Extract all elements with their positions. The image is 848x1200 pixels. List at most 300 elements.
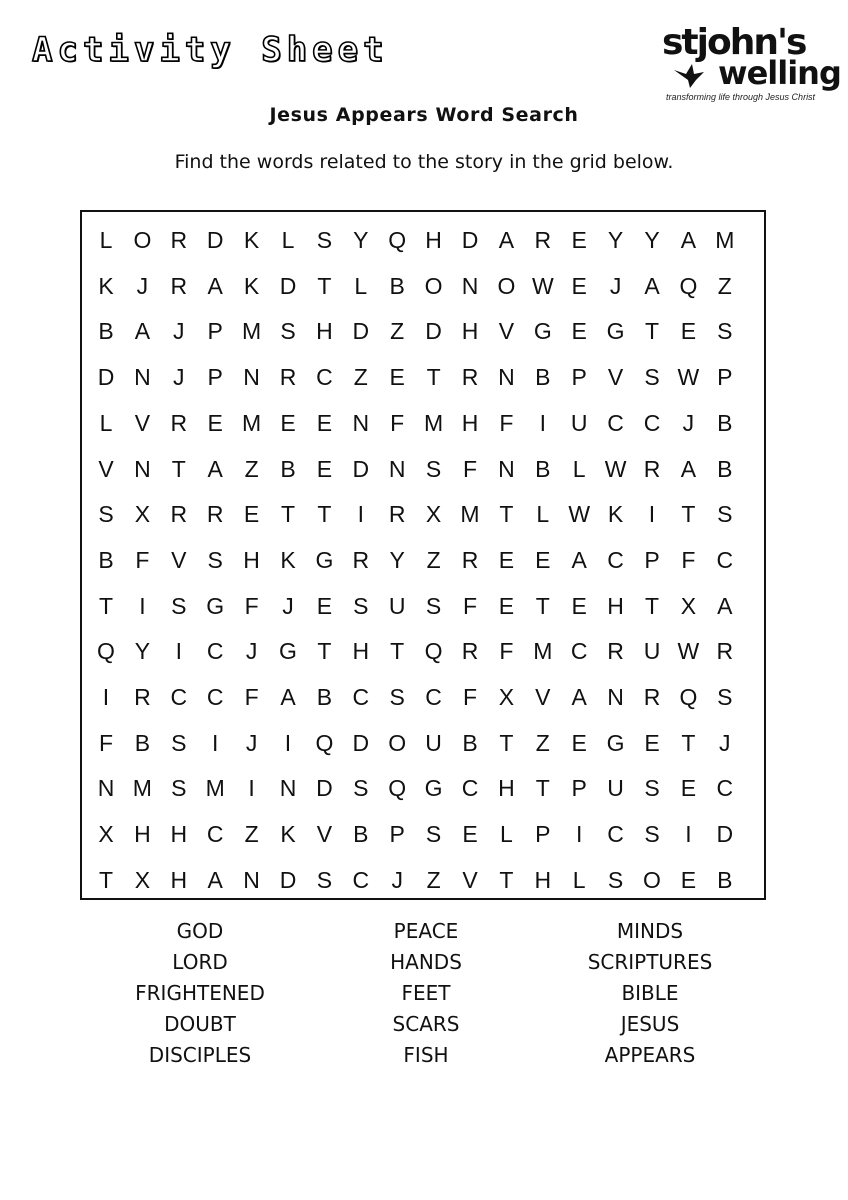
grid-letter: B <box>280 455 296 482</box>
grid-letter: U <box>425 729 442 756</box>
grid-letter: S <box>280 318 296 345</box>
grid-row <box>82 491 764 537</box>
grid-letter: Z <box>390 318 405 345</box>
grid-letter: L <box>99 409 113 436</box>
grid-letter: N <box>243 364 260 391</box>
grid-row <box>82 811 764 857</box>
grid-letter: B <box>535 364 551 391</box>
grid-letter: X <box>134 501 151 528</box>
grid-letter: Z <box>426 546 441 573</box>
grid-letter: Z <box>353 364 368 391</box>
grid-letter: S <box>171 775 187 802</box>
grid-letter: P <box>644 546 660 573</box>
grid-letter: A <box>498 227 515 253</box>
grid-letter: E <box>389 364 405 391</box>
grid-letter: B <box>717 409 733 436</box>
grid-letter: L <box>572 455 586 482</box>
grid-letter: B <box>98 546 114 573</box>
grid-letter: C <box>352 866 370 893</box>
grid-letter: N <box>461 272 479 299</box>
grid-letter: T <box>535 775 550 802</box>
grid-letter: N <box>352 409 370 436</box>
logo-tagline: transforming life through Jesus Christ <box>666 92 816 102</box>
grid-letter: R <box>643 455 661 482</box>
grid-letter: Y <box>644 227 660 253</box>
grid-letter: P <box>717 364 733 391</box>
grid-letter: B <box>389 272 405 299</box>
word-list-item: DISCIPLES <box>148 1043 252 1067</box>
grid-letter: Z <box>426 866 441 893</box>
word-list-item: SCRIPTURES <box>587 950 713 974</box>
grid-row <box>82 400 764 446</box>
word-list-item: HANDS <box>390 950 462 974</box>
grid-letter: Z <box>244 455 259 482</box>
word-list-column-2 <box>306 916 546 1071</box>
grid-letter: C <box>206 684 224 710</box>
grid-letter: H <box>534 866 552 893</box>
grid-letter: R <box>170 227 188 253</box>
grid-letter: S <box>644 775 660 802</box>
grid-letter: Q <box>315 729 334 756</box>
grid-letter: R <box>279 364 297 391</box>
grid-letter: Y <box>607 227 624 253</box>
grid-letter: T <box>390 638 405 665</box>
grid-letter: A <box>207 866 223 893</box>
grid-letter: S <box>607 866 624 893</box>
grid-letter: G <box>533 318 552 345</box>
grid-letter: M <box>242 409 262 436</box>
grid-letter: E <box>316 409 333 436</box>
grid-letter: D <box>279 272 297 299</box>
grid-letter: T <box>280 501 296 528</box>
grid-letter: L <box>99 227 113 253</box>
grid-letter: B <box>316 684 333 710</box>
grid-letter: S <box>717 318 733 345</box>
grid-letter: E <box>207 409 223 436</box>
grid-letter: L <box>572 866 586 893</box>
grid-letter: X <box>680 592 697 619</box>
grid-letter: Q <box>679 684 698 710</box>
grid-letter: U <box>570 409 588 436</box>
grid-letter: T <box>535 592 550 619</box>
grid-letter: B <box>98 318 114 345</box>
grid-letter: F <box>244 592 259 619</box>
grid-letter: R <box>461 546 479 573</box>
word-list-item: FISH <box>403 1043 449 1067</box>
grid-letter: D <box>461 227 479 253</box>
word-list-item: LORD <box>172 950 228 974</box>
grid-letter: K <box>243 227 260 253</box>
grid-letter: S <box>425 592 442 619</box>
grid-letter: J <box>245 638 258 665</box>
grid-letter: C <box>716 546 734 573</box>
grid-letter: X <box>425 501 442 528</box>
grid-letter: T <box>317 638 332 665</box>
grid-letter: P <box>389 821 405 848</box>
word-list-item: JESUS <box>620 1012 680 1036</box>
grid-letter: S <box>98 501 114 528</box>
grid-letter: W <box>531 272 554 299</box>
grid-letter: T <box>426 364 441 391</box>
grid-letter: O <box>497 272 516 299</box>
grid-letter: B <box>462 729 478 756</box>
grid-row <box>82 446 764 492</box>
grid-letter: F <box>499 638 514 665</box>
grid-letter: N <box>97 775 115 802</box>
grid-letter: N <box>498 364 515 391</box>
grid-letter: L <box>536 501 550 528</box>
grid-row <box>82 857 764 903</box>
grid-letter: P <box>207 364 223 391</box>
grid-letter: S <box>171 592 187 619</box>
word-list-item: SCARS <box>392 1012 460 1036</box>
grid-row <box>82 765 764 811</box>
grid-letter: N <box>243 866 260 893</box>
grid-letter: R <box>134 684 151 710</box>
grid-letter: H <box>170 821 188 848</box>
grid-letter: L <box>354 272 368 299</box>
grid-letter: E <box>280 409 296 436</box>
grid-letter: A <box>717 592 733 619</box>
grid-letter: O <box>643 866 661 893</box>
grid-letter: R <box>170 501 188 528</box>
instructions: Find the words related to the story in the grid below. <box>174 151 674 173</box>
grid-letter: T <box>171 455 186 482</box>
grid-letter: Y <box>389 546 405 573</box>
grid-letter: S <box>425 821 442 848</box>
grid-letter: Z <box>244 821 259 848</box>
grid-letter: N <box>134 364 151 391</box>
grid-letter: O <box>133 227 152 253</box>
grid-letter: C <box>352 684 370 710</box>
grid-letter: F <box>499 409 514 436</box>
grid-letter: W <box>677 638 700 665</box>
grid-letter: E <box>316 592 333 619</box>
grid-letter: I <box>685 821 692 848</box>
grid-letter: T <box>681 729 696 756</box>
grid-letter: S <box>717 501 733 528</box>
grid-letter: I <box>357 501 364 528</box>
logo-line-1: stjohn's <box>662 22 806 63</box>
grid-letter: M <box>132 775 152 802</box>
grid-letter: S <box>644 364 660 391</box>
grid-letter: J <box>682 409 695 436</box>
grid-letter: J <box>173 318 185 345</box>
grid-letter: E <box>571 318 587 345</box>
grid-letter: Q <box>97 638 115 665</box>
grid-letter: S <box>171 729 187 756</box>
dove-icon <box>670 60 716 90</box>
word-list-item: PEACE <box>393 919 459 943</box>
grid-letter: T <box>681 501 696 528</box>
grid-letter: J <box>719 729 731 756</box>
grid-letter: I <box>648 501 656 528</box>
grid-letter: P <box>571 364 587 391</box>
grid-letter: N <box>279 775 297 802</box>
grid-letter: R <box>607 638 624 665</box>
grid-letter: D <box>316 775 333 802</box>
grid-letter: Y <box>134 638 151 665</box>
grid-letter: A <box>134 318 151 345</box>
grid-letter: Q <box>388 775 407 802</box>
grid-row <box>82 354 764 400</box>
grid-letter: B <box>535 455 551 482</box>
grid-letter: H <box>425 227 442 253</box>
grid-letter: E <box>571 592 587 619</box>
grid-letter: F <box>462 592 478 619</box>
grid-letter: D <box>279 866 297 893</box>
grid-letter: S <box>425 455 442 482</box>
grid-letter: W <box>604 455 627 482</box>
word-search-grid <box>80 210 766 900</box>
grid-letter: I <box>175 638 182 665</box>
grid-letter: D <box>352 318 370 345</box>
grid-letter: N <box>388 455 406 482</box>
grid-letter: Q <box>388 227 407 253</box>
word-list-item: GOD <box>176 919 224 943</box>
grid-letter: N <box>134 455 151 482</box>
grid-letter: L <box>499 821 513 848</box>
grid-letter: D <box>352 455 370 482</box>
grid-letter: M <box>715 227 735 253</box>
grid-letter: B <box>717 866 733 893</box>
grid-letter: Y <box>353 227 369 253</box>
grid-letter: B <box>134 729 151 756</box>
grid-letter: R <box>643 684 661 710</box>
grid-letter: V <box>134 409 151 436</box>
grid-letter: K <box>280 546 296 573</box>
grid-letter: S <box>644 821 660 848</box>
grid-letter: M <box>533 638 553 665</box>
grid-letter: J <box>609 272 622 299</box>
grid-letter: E <box>680 866 697 893</box>
grid-letter: H <box>170 866 188 893</box>
grid-letter: N <box>498 455 515 482</box>
page-title: Jesus Appears Word Search <box>269 104 579 126</box>
word-list-column-1 <box>80 916 320 1071</box>
grid-letter: F <box>462 684 478 710</box>
word-list-item: APPEARS <box>604 1043 696 1067</box>
word-list-item: FRIGHTENED <box>135 981 265 1005</box>
grid-letter: A <box>571 684 587 710</box>
grid-letter: G <box>424 775 443 802</box>
grid-letter: I <box>248 775 255 802</box>
grid-letter: X <box>98 821 114 848</box>
grid-letter: X <box>498 684 515 710</box>
grid-letter: H <box>461 318 479 345</box>
grid-letter: R <box>352 546 370 573</box>
grid-letter: E <box>498 592 515 619</box>
grid-letter: V <box>607 364 624 391</box>
grid-row <box>82 263 764 309</box>
grid-letter: G <box>606 729 625 756</box>
grid-letter: Z <box>717 272 732 299</box>
grid-letter: J <box>391 866 403 893</box>
grid-letter: J <box>282 592 294 619</box>
grid-letter: J <box>245 729 258 756</box>
grid-letter: M <box>460 501 480 528</box>
grid-letter: F <box>462 455 478 482</box>
grid-letter: V <box>316 821 333 848</box>
grid-letter: E <box>535 546 551 573</box>
grid-letter: E <box>316 455 333 482</box>
grid-letter: K <box>98 272 114 299</box>
grid-letter: C <box>461 775 479 802</box>
grid-letter: E <box>498 546 515 573</box>
grid-letter: R <box>206 501 224 528</box>
grid-letter: A <box>644 272 660 299</box>
grid-letter: T <box>499 501 514 528</box>
grid-row <box>82 537 764 583</box>
grid-letter: A <box>680 227 697 253</box>
grid-letter: N <box>607 684 624 710</box>
grid-letter: S <box>717 684 733 710</box>
grid-letter: H <box>243 546 260 573</box>
grid-letter: E <box>644 729 660 756</box>
grid-letter: V <box>98 455 114 482</box>
grid-letter: E <box>571 272 587 299</box>
grid-letter: O <box>424 272 443 299</box>
grid-letter: E <box>571 227 587 253</box>
grid-letter: B <box>717 455 733 482</box>
grid-letter: F <box>135 546 150 573</box>
grid-letter: S <box>316 227 333 253</box>
grid-row <box>82 583 764 629</box>
grid-letter: W <box>568 501 591 528</box>
grid-letter: V <box>535 684 551 710</box>
sheet-title: Activity Sheet <box>32 30 389 70</box>
grid-letter: A <box>571 546 587 573</box>
grid-letter: G <box>606 318 625 345</box>
grid-letter: I <box>539 409 546 436</box>
grid-letter: E <box>680 318 697 345</box>
grid-row <box>82 628 764 674</box>
grid-letter: R <box>170 272 188 299</box>
grid-letter: C <box>607 546 624 573</box>
grid-letter: F <box>681 546 696 573</box>
grid-letter: M <box>424 409 444 436</box>
grid-letter: I <box>139 592 146 619</box>
grid-letter: U <box>607 775 624 802</box>
grid-letter: Z <box>535 729 550 756</box>
grid-letter: F <box>98 729 114 756</box>
grid-letter: P <box>571 775 587 802</box>
grid-letter: T <box>317 501 332 528</box>
word-list-item: DOUBT <box>164 1012 236 1036</box>
grid-letter: H <box>352 638 370 665</box>
grid-letter: R <box>461 638 479 665</box>
grid-letter: Q <box>679 272 698 299</box>
grid-letter: A <box>207 455 223 482</box>
grid-letter: C <box>206 638 224 665</box>
grid-letter: I <box>575 821 583 848</box>
grid-letter: V <box>462 866 478 893</box>
grid-letter: U <box>388 592 406 619</box>
grid-letter: M <box>242 318 262 345</box>
grid-letter: J <box>136 272 149 299</box>
grid-letter: E <box>243 501 260 528</box>
grid-row <box>82 720 764 766</box>
grid-letter: L <box>281 227 295 253</box>
grid-letter: E <box>462 821 478 848</box>
grid-letter: T <box>499 866 514 893</box>
grid-row <box>82 217 764 263</box>
grid-letter: T <box>317 272 332 299</box>
grid-letter: P <box>535 821 551 848</box>
grid-letter: C <box>425 684 442 710</box>
grid-letter: C <box>570 638 588 665</box>
grid-letter: B <box>353 821 369 848</box>
grid-letter: P <box>207 318 223 345</box>
word-list-item: BIBLE <box>621 981 679 1005</box>
grid-letter: A <box>680 455 697 482</box>
grid-letter: C <box>316 364 333 391</box>
grid-letter: I <box>284 729 292 756</box>
grid-letter: F <box>390 409 405 436</box>
grid-letter: K <box>243 272 260 299</box>
grid-letter: X <box>134 866 151 893</box>
grid-letter: V <box>171 546 187 573</box>
grid-row <box>82 308 764 354</box>
grid-letter: T <box>644 318 660 345</box>
grid-letter: F <box>244 684 259 710</box>
grid-letter: I <box>102 684 110 710</box>
word-list-column-3 <box>530 916 770 1071</box>
grid-letter: I <box>211 729 219 756</box>
grid-letter: O <box>388 729 407 756</box>
church-logo <box>662 22 841 102</box>
grid-letter: J <box>173 364 185 391</box>
grid-letter: D <box>206 227 224 253</box>
grid-letter: C <box>607 409 624 436</box>
grid-letter: R <box>534 227 552 253</box>
grid-letter: D <box>425 318 442 345</box>
grid-letter: E <box>571 729 587 756</box>
grid-letter: A <box>280 684 296 710</box>
grid-letter: D <box>97 364 115 391</box>
grid-letter: R <box>170 409 188 436</box>
grid-letter: C <box>206 821 224 848</box>
grid-letter: R <box>388 501 406 528</box>
grid-letter: W <box>677 364 700 391</box>
grid-letter: H <box>134 821 151 848</box>
grid-letter: G <box>279 638 297 665</box>
word-list-item: MINDS <box>616 919 684 943</box>
grid-letter: D <box>716 821 734 848</box>
grid-letter: S <box>353 775 369 802</box>
grid-letter: G <box>315 546 334 573</box>
grid-letter: H <box>316 318 333 345</box>
grid-letter: V <box>498 318 515 345</box>
grid-letter: K <box>280 821 296 848</box>
grid-letter: A <box>207 272 223 299</box>
grid-letter: R <box>461 364 479 391</box>
grid-letter: T <box>644 592 660 619</box>
grid-letter: C <box>716 775 734 802</box>
grid-letter: S <box>316 866 333 893</box>
grid-letter: Q <box>424 638 443 665</box>
grid-letter: C <box>643 409 661 436</box>
grid-letter: H <box>498 775 515 802</box>
grid-letter: S <box>389 684 405 710</box>
grid-letter: H <box>461 409 479 436</box>
grid-letter: C <box>607 821 624 848</box>
grid-letter: D <box>352 729 370 756</box>
grid-letter: T <box>98 592 114 619</box>
logo-line-2: welling <box>718 54 841 92</box>
grid-letter: H <box>607 592 624 619</box>
word-list-item: FEET <box>401 981 451 1005</box>
